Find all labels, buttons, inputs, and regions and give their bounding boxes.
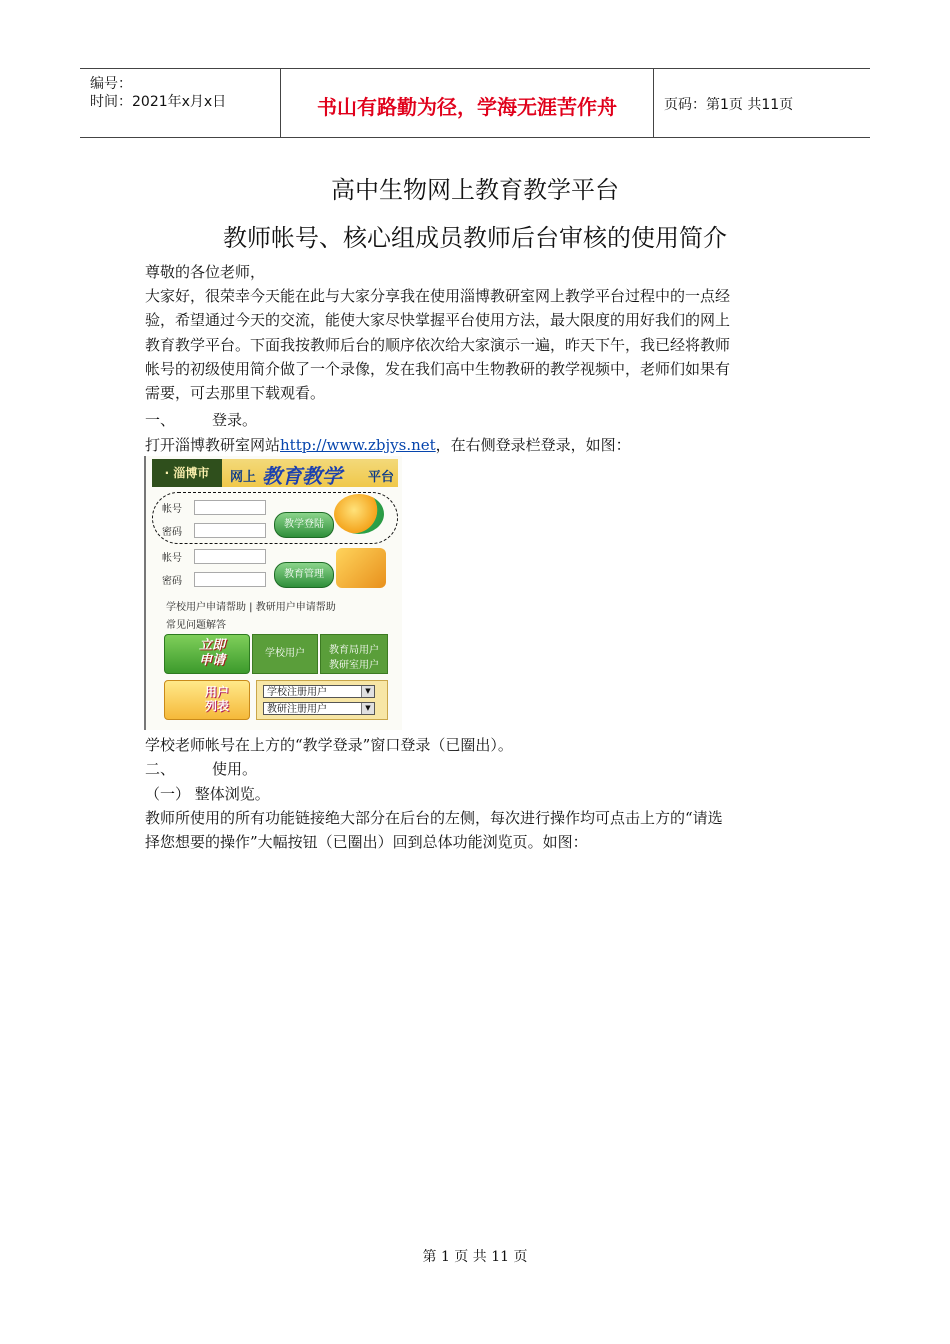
password-label-1: 密码 [162, 527, 182, 538]
number-label: 编号： [90, 76, 132, 92]
after-image-text: 学校老师帐号在上方的“教学登录”窗口登录（已圈出）。 [145, 736, 513, 754]
chevron-down-icon: ▼ [361, 686, 374, 697]
platform-title-c: 平台 [368, 470, 395, 485]
intro-line-4: 帐号的初级使用简介做了一个录像，发在我们高中生物教研的教学视频中，老师们如果有 [145, 360, 731, 378]
account-label-1: 帐号 [162, 504, 182, 515]
usage-line-1: 教师所使用的所有功能链接绝大部分在后台的左侧，每次进行操作均可点击上方的“请选 [145, 809, 723, 827]
usage-line-2: 择您想要的操作”大幅按钮（已圈出）回到总体功能浏览页。如图： [145, 833, 588, 851]
teach-login-icon [334, 494, 384, 534]
account-input-1[interactable] [194, 500, 266, 515]
user-list-button[interactable] [164, 680, 250, 720]
password-label-2: 密码 [162, 576, 182, 587]
page-info: 页码：第1页 共11页 [664, 97, 794, 113]
subsection-1: （一） 整体浏览。 [145, 785, 270, 803]
intro-line-5: 需要，可去那里下载观看。 [145, 384, 326, 402]
apply-now-button[interactable] [164, 634, 250, 674]
section-1-title: 登录。 [212, 411, 258, 429]
platform-banner [152, 459, 398, 487]
school-user-button[interactable]: 学校用户 [252, 634, 318, 674]
header-cell-motto [281, 69, 654, 137]
doc-title: 高中生物网上教育教学平台 [331, 176, 619, 204]
header-cell-page [654, 69, 870, 137]
motto: 书山有路勤为径，学海无涯苦作舟 [317, 95, 617, 119]
edu-manage-button[interactable]: 教育管理 [274, 562, 334, 588]
city-label: · 淄博市 [152, 459, 222, 487]
edu-user-line-2: 教研室用户 [329, 660, 379, 671]
header-cell-meta [80, 69, 281, 137]
section-2-number: 二、 [145, 760, 176, 778]
site-link[interactable]: http://www.zbjys.net [280, 436, 436, 454]
register-select-box [256, 680, 388, 720]
edu-manage-icon [336, 548, 386, 588]
chevron-down-icon: ▼ [361, 703, 374, 714]
section-1-number: 一、 [145, 411, 176, 429]
help-links[interactable]: 学校用户申请帮助 | 教研用户申请帮助 [166, 602, 336, 613]
intro-line-1: 大家好，很荣幸今天能在此与大家分享我在使用淄博教研室网上教学平台过程中的一点经 [145, 287, 731, 305]
greeting: 尊敬的各位老师， [145, 263, 266, 281]
open-site-line [145, 433, 810, 457]
intro-line-3: 教育教学平台。下面我按教师后台的顺序依次给大家演示一遍，昨天下午，我已经将教师 [145, 336, 731, 354]
intro-line-2: 验，希望通过今天的交流，能使大家尽快掌握平台使用方法，最大限度的用好我们的网上 [145, 311, 731, 329]
header-table [80, 68, 870, 138]
password-input-2[interactable] [194, 572, 266, 587]
open-site-prefix: 打开淄博教研室网站 [145, 436, 281, 454]
school-register-select[interactable] [263, 685, 375, 698]
school-register-select-value: 学校注册用户 [267, 687, 327, 698]
edu-user-button[interactable] [320, 634, 388, 674]
teach-login-button[interactable]: 教学登陆 [274, 512, 334, 538]
doc-subtitle: 教师帐号、核心组成员教师后台审核的使用简介 [223, 224, 727, 252]
open-site-suffix: ，在右侧登录栏登录，如图： [435, 436, 631, 454]
faq-link[interactable]: 常见问题解答 [166, 620, 226, 631]
account-input-2[interactable] [194, 549, 266, 564]
research-register-select[interactable] [263, 702, 375, 715]
user-list-label: 用户 列表 [205, 685, 230, 713]
page-footer: 第 1 页 共 11 页 [422, 1249, 528, 1265]
platform-title-b: 教育教学 [262, 464, 342, 488]
time-label: 时间：2021年x月x日 [90, 94, 227, 110]
login-panel-screenshot [144, 456, 402, 730]
apply-now-label: 立即 申请 [199, 638, 226, 668]
password-input-1[interactable] [194, 523, 266, 538]
section-2-title: 使用。 [212, 760, 258, 778]
research-register-select-value: 教研注册用户 [267, 704, 327, 715]
edu-user-line-1: 教育局用户 [329, 645, 379, 656]
platform-title-a: 网上 [230, 470, 257, 485]
platform-title [222, 459, 398, 487]
account-label-2: 帐号 [162, 553, 182, 564]
